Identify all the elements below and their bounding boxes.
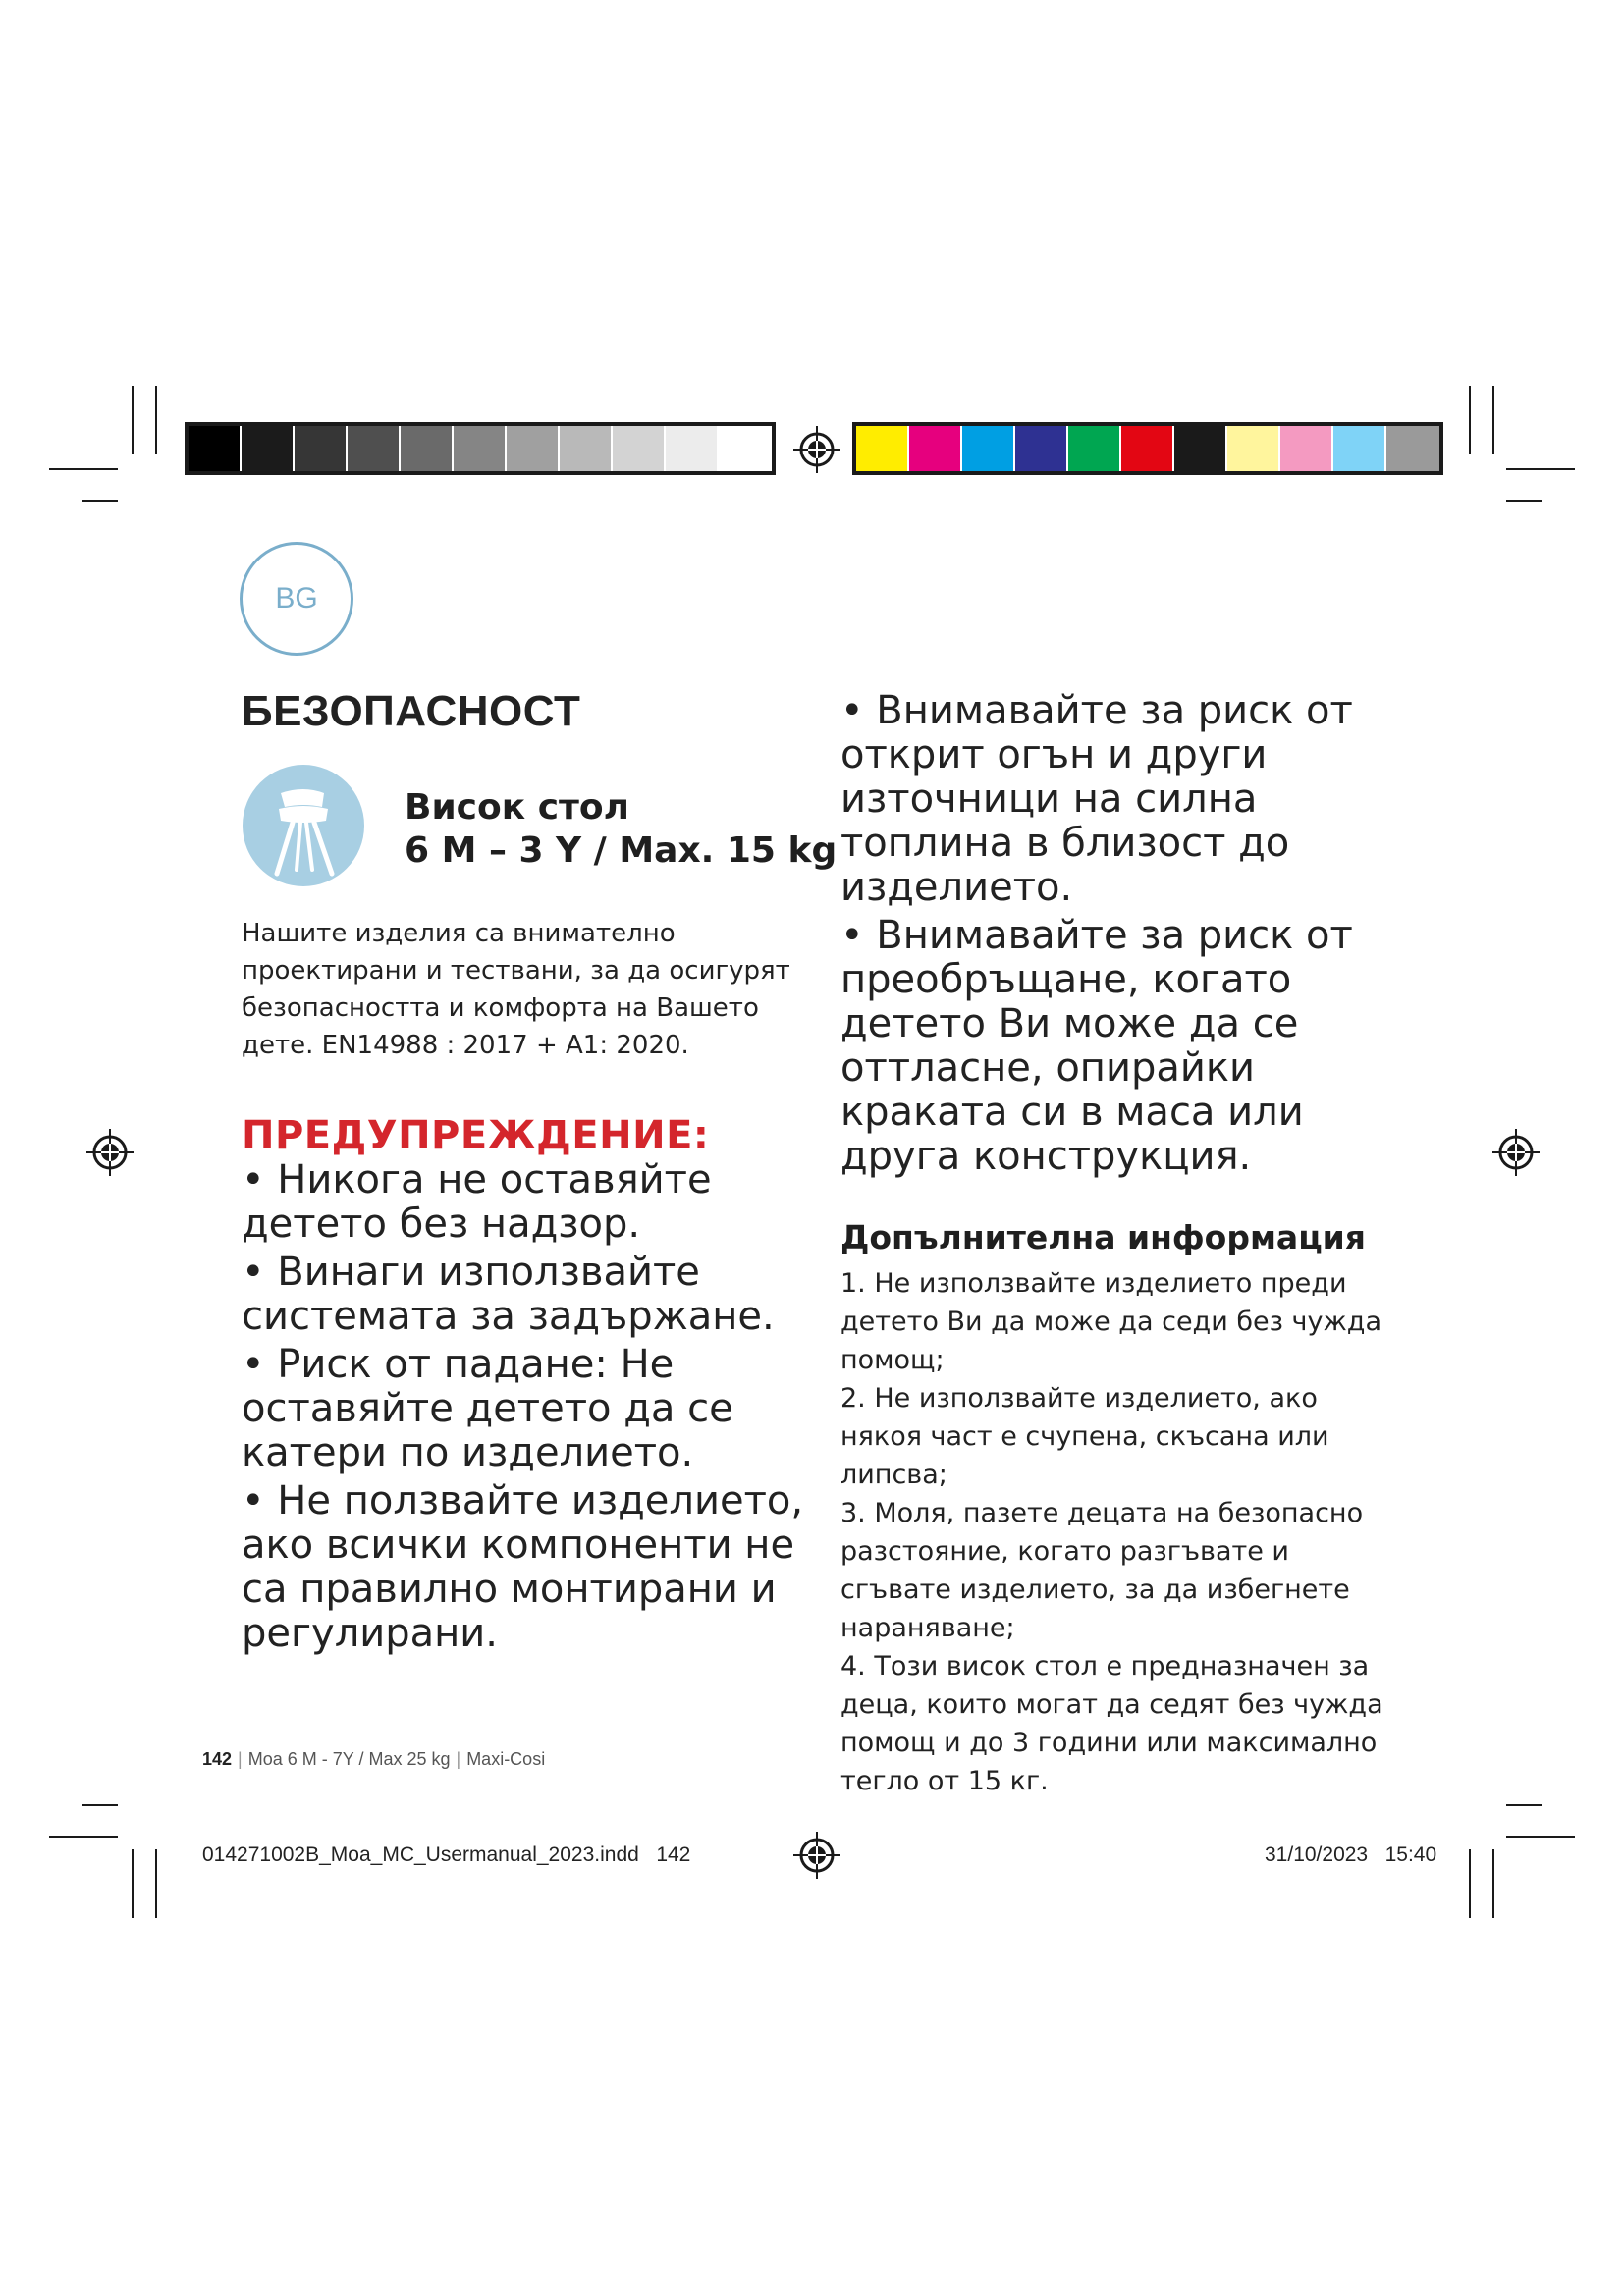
color-swatch <box>401 426 454 471</box>
slug-filename: 014271002B_Moa_MC_Usermanual_2023.indd 142 <box>202 1843 691 1866</box>
high-chair-icon <box>242 764 365 887</box>
section-title: БЕЗОПАСНОСТ <box>242 687 581 735</box>
additional-info-item: 3. Моля, пазете децата на безопасно разстояние, когато разгъвате и сгъвате изделието, за да избегнете нараняване; <box>840 1498 1364 1643</box>
warning-list <box>242 1158 831 1656</box>
color-swatch <box>1333 426 1386 471</box>
registration-mark-icon <box>793 426 840 473</box>
process-color-bar <box>852 422 1443 475</box>
right-column <box>840 689 1390 1800</box>
left-column <box>242 687 838 1660</box>
additional-info-item: 4. Този висок стол е предназначен за деца, които могат да седят без чужда помощ и до 3 години или максимално тегло от 15 кг. <box>840 1651 1383 1796</box>
color-swatch <box>1386 426 1439 471</box>
footer-separator: | <box>456 1749 461 1769</box>
language-code: BG <box>275 582 318 614</box>
color-swatch <box>856 426 909 471</box>
grayscale-color-bar <box>185 422 776 475</box>
color-swatch <box>1121 426 1174 471</box>
warning-item: • Внимавайте за риск от преобръщане, когато детето Ви може да се оттласне, опирайки краката си в маса или друга конструкция. <box>840 913 1353 1179</box>
color-swatch <box>295 426 348 471</box>
footer-separator: | <box>238 1749 243 1769</box>
additional-info-item: 1. Не използвайте изделието преди детето Ви да може да седи без чужда помощ; <box>840 1268 1382 1375</box>
page-number: 142 <box>202 1749 233 1769</box>
additional-info-item: 2. Не използвайте изделието, ако някоя част е счупена, скъсана или липсва; <box>840 1383 1329 1490</box>
color-swatch <box>719 426 772 471</box>
registration-mark-icon <box>86 1129 134 1176</box>
language-badge <box>240 542 353 656</box>
color-swatch <box>909 426 962 471</box>
intro-text: Нашите изделия са внимателно проектирани и тествани, за да осигурят безопасността и комфорта на Вашето дете. EN14988 : 2017 + A1: 2020. <box>242 919 790 1060</box>
color-swatch <box>962 426 1015 471</box>
warning-item: • Риск от падане: Не оставяйте детето да се катери по изделието. <box>242 1342 733 1475</box>
color-swatch <box>666 426 719 471</box>
additional-info-title: Допълнителна информация <box>840 1218 1366 1256</box>
product-range: 6 M – 3 Y / Max. 15 kg <box>405 830 838 871</box>
registration-mark-icon <box>1492 1129 1540 1176</box>
warning-title: ПРЕДУПРЕЖДЕНИЕ: <box>242 1113 710 1158</box>
warning-item: • Не ползвайте изделието, ако всички компоненти не са правилно монтирани и регулирани. <box>242 1478 804 1656</box>
color-swatch <box>1227 426 1280 471</box>
product-header <box>242 764 838 901</box>
additional-info-list <box>840 1264 1390 1800</box>
color-swatch <box>1174 426 1227 471</box>
color-swatch <box>1015 426 1068 471</box>
registration-mark-icon <box>793 1832 840 1879</box>
color-swatch <box>613 426 666 471</box>
warning-item: • Винаги използвайте системата за задържане. <box>242 1250 775 1339</box>
color-swatch <box>189 426 242 471</box>
footer-product: Moa 6 M - 7Y / Max 25 kg <box>247 1749 451 1769</box>
product-name: Висок стол <box>405 787 630 828</box>
color-swatch <box>1280 426 1333 471</box>
color-swatch <box>1068 426 1121 471</box>
color-swatch <box>454 426 507 471</box>
color-swatch <box>348 426 401 471</box>
warning-list-continued <box>840 689 1390 1179</box>
page-footer <box>202 1749 545 1770</box>
warning-item: • Никога не оставяйте детето без надзор. <box>242 1157 712 1247</box>
footer-brand: Maxi-Cosi <box>466 1749 546 1769</box>
color-swatch <box>242 426 295 471</box>
color-swatch <box>560 426 613 471</box>
color-swatch <box>507 426 560 471</box>
slug-datetime: 31/10/2023 15:40 <box>1265 1843 1437 1866</box>
warning-item: • Внимавайте за риск от открит огън и други източници на силна топлина в близост до изделието. <box>840 688 1353 910</box>
